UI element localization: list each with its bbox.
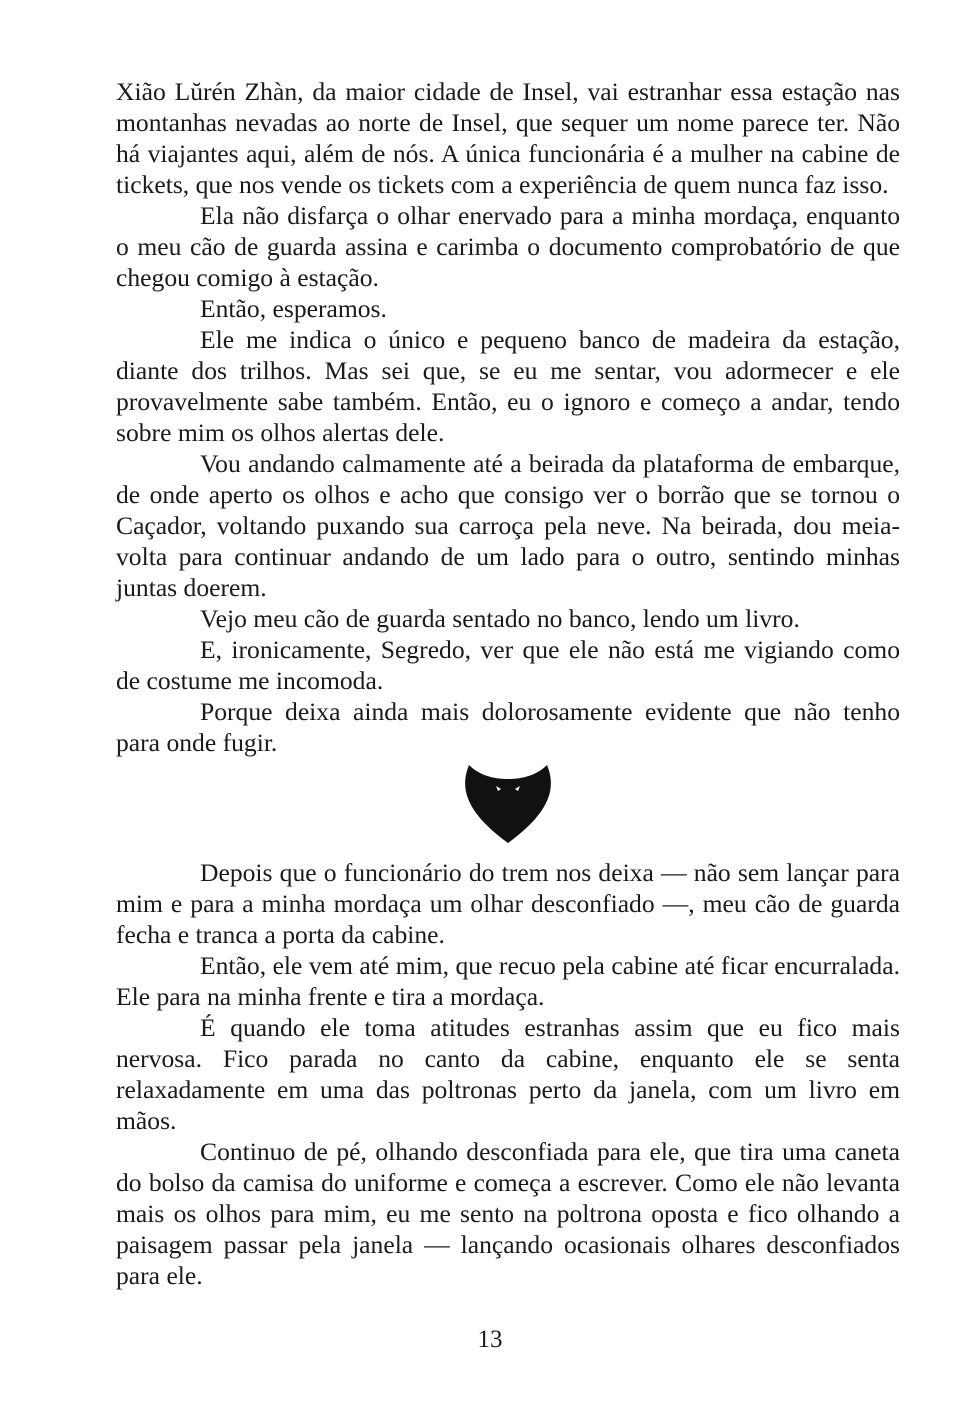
paragraph: Depois que o funcionário do trem nos deixa — não sem lançar para mim e para a minha mordaça um olhar desconfiado —, meu cão de guarda fecha e tranca a porta da cabine. xyxy=(116,858,900,949)
paragraph: Vejo meu cão de guarda sentado no banco, lendo um livro. xyxy=(200,604,800,633)
paragraph: E, ironicamente, Segredo, ver que ele não está me vigiando como de costume me incomoda. xyxy=(116,635,900,695)
wolf-head-icon xyxy=(463,761,553,845)
section-two xyxy=(116,857,900,1291)
paragraph: Então, ele vem até mim, que recuo pela cabine até ficar encurralada. Ele para na minha frente e tira a mordaça. xyxy=(116,951,900,1011)
paragraph: Então, esperamos. xyxy=(200,294,387,323)
paragraph: Ele me indica o único e pequeno banco de madeira da estação, diante dos trilhos. Mas sei que, se eu me sentar, vou adormecer e ele provavelmente sabe também. Então, eu o ignoro e começo a andar, tendo sobre mim os olhos alertas dele. xyxy=(116,325,900,447)
paragraph: Porque deixa ainda mais dolorosamente evidente que não tenho para onde fugir. xyxy=(116,697,900,757)
paragraph: Continuo de pé, olhando desconfiada para ele, que tira uma caneta do bolso da camisa do uniforme e começa a escrever. Como ele não levanta mais os olhos para mim, eu me sento na poltrona oposta e fico olhando a paisagem passar pela janela — lançando ocasionais olhares desconfiados para ele. xyxy=(116,1137,900,1290)
paragraph: Vou andando calmamente até a beirada da plataforma de embarque, de onde aperto os olhos e acho que consigo ver o borrão que se tornou o Caçador, voltando puxando sua carroça pela neve. Na beirada, dou meia-volta para continuar andando de um lado para o outro, sentindo minhas juntas doerem. xyxy=(116,449,900,602)
page-number: 13 xyxy=(477,1326,503,1353)
paragraph: É quando ele toma atitudes estranhas assim que eu fico mais nervosa. Fico parada no canto da cabine, enquanto ele se senta relaxadamente em uma das poltronas perto da janela, com um livro em mãos. xyxy=(116,1013,900,1135)
paragraph: Xião Lŭrén Zhàn, da maior cidade de Insel, vai estranhar essa estação nas montanhas nevadas ao norte de Insel, que sequer um nome parece ter. Não há viajantes aqui, além de nós. A única funcionária é a mulher na cabine de tickets, que nos vende os tickets com a experiência de quem nunca faz isso. xyxy=(116,77,900,199)
page-body xyxy=(116,76,900,1291)
paragraph: Ela não disfarça o olhar enervado para a minha mordaça, enquanto o meu cão de guarda assina e carimba o documento comprobatório de que chegou comigo à estação. xyxy=(116,201,900,292)
section-one xyxy=(116,76,900,758)
